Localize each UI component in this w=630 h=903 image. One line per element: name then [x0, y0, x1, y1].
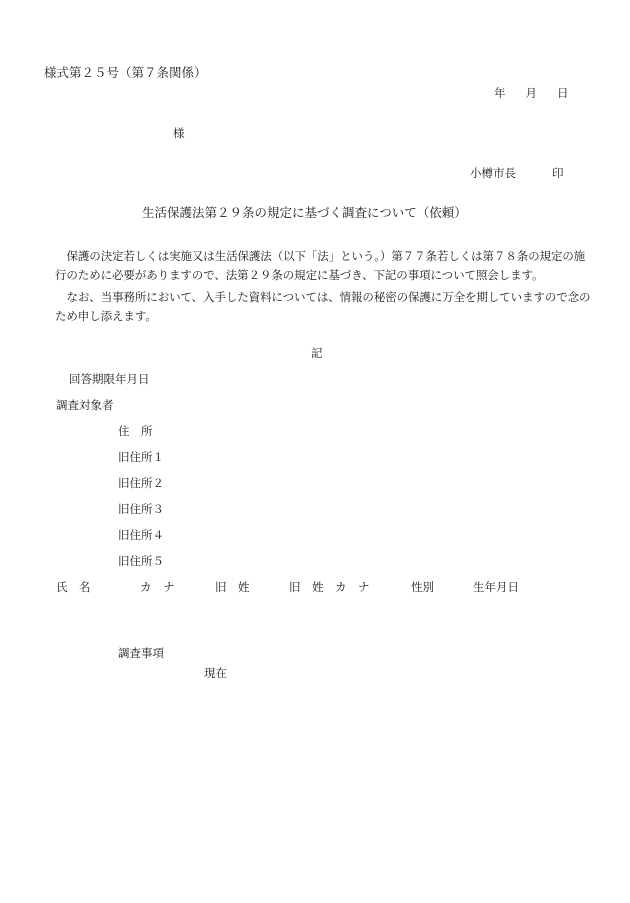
sex-column-header: 性別 [411, 580, 434, 594]
former-address-label: 旧住所２ [118, 476, 164, 490]
addressee-suffix: 様 [173, 126, 185, 140]
birth-date-column-header: 生年月日 [473, 580, 519, 594]
old-surname-column-header: 旧 姓 [215, 580, 250, 594]
name-column-header: 氏 名 [56, 580, 91, 594]
address-label: 住 所 [118, 424, 153, 438]
sender-name: 小樽市長 [470, 166, 516, 180]
former-address-label: 旧住所５ [118, 554, 164, 568]
body-paragraph-2: なお、当事務所において、入手した資料については、情報の秘密の保護に万全を期していますので念のため申し添えます。 [55, 290, 591, 323]
date-month-label: 月 [525, 86, 537, 100]
investigation-items-heading: 調査事項 [118, 646, 164, 660]
former-address-label: 旧住所３ [118, 502, 164, 516]
sender-block [470, 168, 564, 180]
date-day-label: 日 [557, 86, 569, 100]
reply-deadline-label: 回答期限年月日 [69, 372, 150, 386]
body-paragraph-1: 保護の決定若しくは実施又は生活保護法（以下「法」という。）第７７条若しくは第７８条の規定の施行のために必要がありますので、法第２９条の規定に基づき、下記の事項について照会します。 [55, 249, 586, 282]
ki-heading: 記 [311, 346, 323, 360]
date-year-label: 年 [494, 86, 506, 100]
former-address-label: 旧住所１ [118, 450, 164, 464]
kana-column-header: カ ナ [140, 580, 175, 594]
document-title: 生活保護法第２９条の規定に基づく調査について（依頼） [142, 205, 467, 220]
former-address-label: 旧住所４ [118, 528, 164, 542]
date-line [494, 88, 569, 100]
form-number: 様式第２５号（第７条関係） [44, 65, 207, 80]
seal-mark: 印 [552, 166, 564, 180]
old-surname-kana-column-header: 旧 姓 カ ナ [289, 580, 370, 594]
subject-heading: 調査対象者 [56, 398, 114, 412]
current-label: 現在 [204, 666, 227, 680]
